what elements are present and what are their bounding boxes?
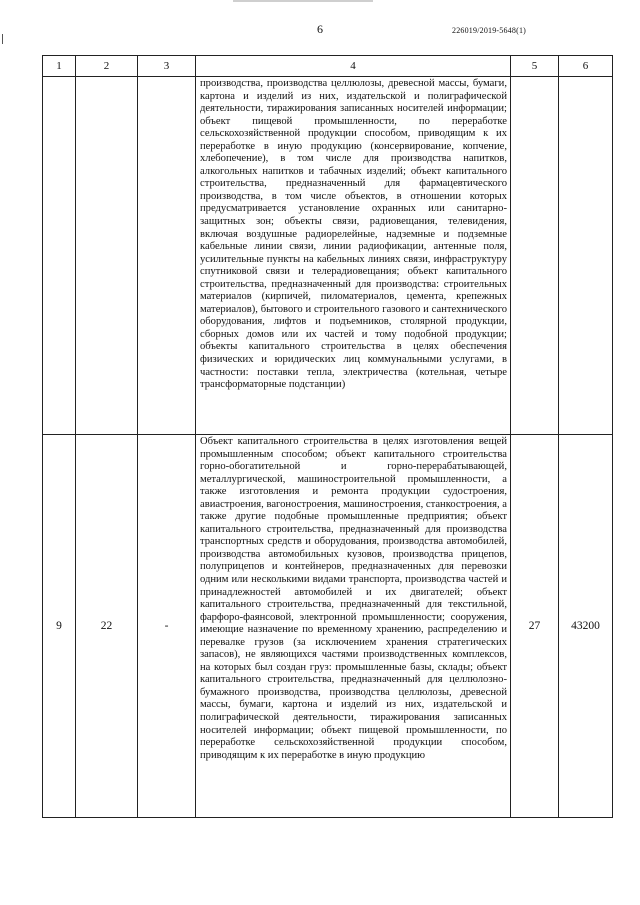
header-row xyxy=(43,56,613,77)
cell-number: 9 xyxy=(43,435,76,818)
column-header-2: 2 xyxy=(76,56,138,77)
cell-code xyxy=(76,77,138,435)
land-use-table xyxy=(42,55,613,818)
cell-extra: - xyxy=(138,435,196,818)
scan-top-mark xyxy=(233,0,373,2)
column-header-4: 4 xyxy=(196,56,511,77)
cell-area: 43200 xyxy=(559,435,613,818)
cell-code: 22 xyxy=(76,435,138,818)
column-header-6: 6 xyxy=(559,56,613,77)
table-row xyxy=(43,77,613,435)
cell-area xyxy=(559,77,613,435)
column-header-5: 5 xyxy=(511,56,559,77)
cell-description: производства, производства целлюлозы, древесной массы, бумаги, картона и изделий из них, издательской и полиграфической деятельности, тиражирования записанных носителей информации; объект пищевой промышленности, по переработке сельскохозяйственной продукции способом, приводящим к их переработке в иную продукцию (консервирование, копчение, хлебопечение), в том числе для производства напитков, алкогольных напитков и табачных изделий; объект капитального строительства, предназначенный для фармацевтического производства, в том числе объектов, в отношении которых предусматривается установление охранных или санитарно-защитных зон; объекты связи, радиовещания, телевидения, включая воздушные радиорелейные, надземные и подземные кабельные линии связи, линии радиофикации, антенные поля, усилительные пункты на кабельных линиях связи, инфраструктуру спутниковой связи и телерадиовещания; объект капитального строительства, предназначенный для производства: строительных материалов (кирпичей, пиломатериалов, цемента, крепежных материалов), бытового и строительного газового и сантехнического оборудования, лифтов и подъемников, столярной продукции, сборных домов или их частей и тому подобной продукции; объекты капитального строительства в целях обеспечения физических и юридических лиц коммунальными услугами, в частности: поставки тепла, электричества (котельная, четыре трансформаторные подстанции) xyxy=(196,77,511,435)
column-header-1: 1 xyxy=(43,56,76,77)
scan-margin-mark xyxy=(2,34,3,44)
document-id: 226019/2019-5648(1) xyxy=(452,26,527,35)
cell-value xyxy=(511,77,559,435)
cell-description: Объект капитального строительства в целях изготовления вещей промышленным способом; объект капитального строительства горно-обогатительной и горно-перерабатывающей, металлургической, машиностроительной промышленности, а также изготовления и ремонта продукции судостроения, авиастроения, вагоностроения, машиностроения, станкостроения, а также другие подобные промышленные предприятия; объект капитального строительства, предназначенный для производства транспортных средств и оборудования, производства автомобилей, производства автомобильных кузовов, производства прицепов, полуприцепов и контейнеров, предназначенных для перевозки одним или несколькими видами транспорта, производства частей и принадлежностей автомобилей и их двигателей; объект капитального строительства, предназначенный для текстильной, фарфоро-фаянсовой, электронной промышленности; сооружения, имеющие назначение по временному хранению, распределению и перевалке грузов (за исключением хранения стратегических запасов), не являющихся частями производственных комплексов, на которых был создан груз: промышленные базы, склады; объект капитального строительства, предназначенный для целлюлозно-бумажного производства, производства целлюлозы, древесной массы, бумаги, картона и изделий из них, издательской и полиграфической деятельности, тиражирования записанных носителей информации; объект пищевой промышленности, по переработке сельскохозяйственной продукции способом, приводящим к их переработке в иную продукцию xyxy=(196,435,511,818)
cell-value: 27 xyxy=(511,435,559,818)
column-header-3: 3 xyxy=(138,56,196,77)
cell-number xyxy=(43,77,76,435)
table-row xyxy=(43,435,613,818)
page-number: 6 xyxy=(317,22,323,36)
cell-extra xyxy=(138,77,196,435)
